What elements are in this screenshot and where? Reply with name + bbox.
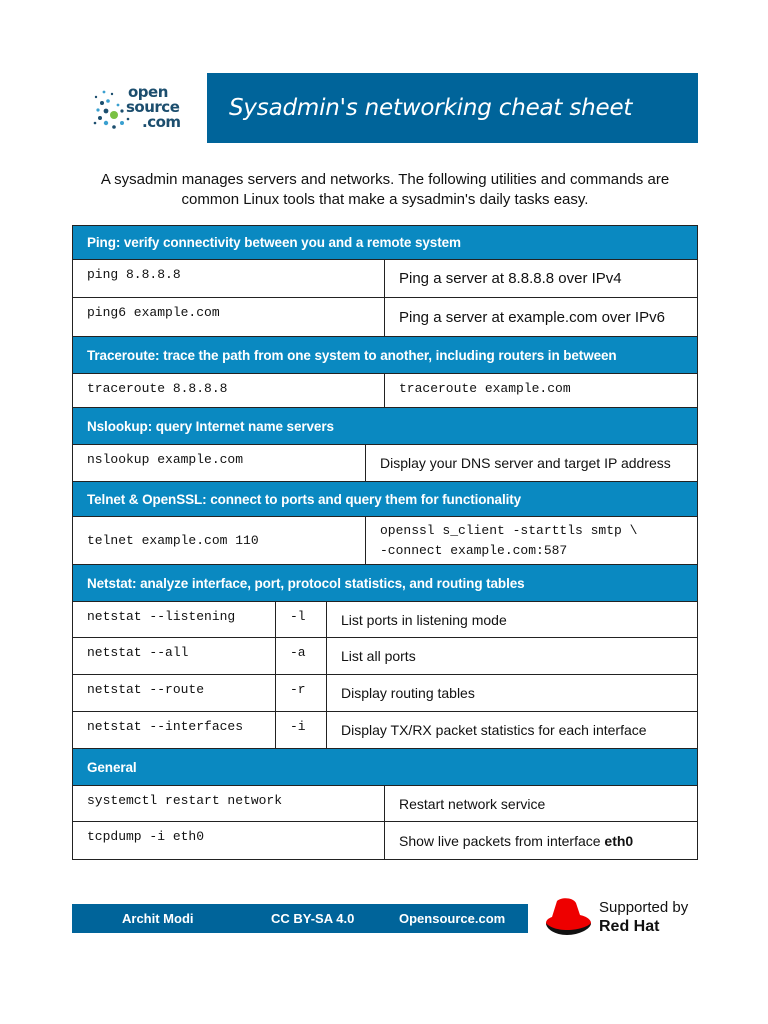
command-cell: nslookup example.com	[73, 445, 366, 481]
opensource-logo-text: open source .com	[126, 83, 181, 131]
flag-cell: -r	[276, 675, 327, 711]
command-cell: systemctl restart network	[73, 786, 385, 821]
intro-text	[72, 170, 698, 210]
table-row	[72, 444, 698, 482]
section-header-traceroute: Traceroute: trace the path from one system to another, including routers in between	[72, 337, 698, 373]
license: CC BY-SA 4.0	[271, 911, 355, 926]
flag-cell: -i	[276, 712, 327, 748]
intro-line-1: A sysadmin manages servers and networks. The following utilities and commands are	[100, 171, 670, 188]
description-cell: Display your DNS server and target IP address	[380, 455, 671, 471]
description-cell: List ports in listening mode	[341, 611, 507, 628]
table-row	[72, 822, 698, 860]
table-row	[72, 712, 698, 749]
command-cell: traceroute example.com	[399, 381, 571, 396]
description-cell: Ping a server at 8.8.8.8 over IPv4	[399, 270, 622, 287]
description-cell: Display TX/RX packet statistics for each interface	[341, 722, 647, 738]
redhat-hat-icon	[543, 895, 595, 937]
command-cell: netstat --interfaces	[73, 712, 276, 748]
flag-cell: -a	[276, 638, 327, 674]
table-row	[72, 298, 698, 337]
command-cell: traceroute 8.8.8.8	[73, 374, 385, 407]
author: Archit Modi	[122, 911, 194, 926]
table-row	[72, 601, 698, 638]
command-cell: netstat --all	[73, 638, 276, 674]
openssl-line-1: openssl s_client -starttls smtp \	[380, 522, 638, 538]
flag-cell: -l	[276, 602, 327, 637]
title-bar	[207, 73, 698, 143]
description-cell: Restart network service	[399, 795, 546, 812]
command-cell: telnet example.com 110	[73, 517, 366, 564]
section-header-netstat: Netstat: analyze interface, port, protocol statistics, and routing tables	[72, 565, 698, 601]
redhat-logo	[599, 898, 688, 936]
section-header-nslookup: Nslookup: query Internet name servers	[72, 408, 698, 444]
command-cell: netstat --route	[73, 675, 276, 711]
description-cell	[385, 822, 697, 859]
description-text: Show live packets from interface	[399, 832, 605, 849]
section-header-telnet: Telnet & OpenSSL: connect to ports and query them for functionality	[72, 482, 698, 516]
command-cell: tcpdump -i eth0	[73, 822, 385, 859]
section-header-general: General	[72, 749, 698, 785]
command-cell: netstat --listening	[73, 602, 276, 637]
interface-name: eth0	[604, 832, 634, 849]
table-row	[72, 785, 698, 822]
intro-line-2: common Linux tools that make a sysadmin's daily tasks easy.	[181, 191, 589, 208]
page-title: Sysadmin's networking cheat sheet	[229, 95, 633, 121]
description-cell: Display routing tables	[341, 685, 475, 701]
table-row	[72, 516, 698, 565]
section-header-ping: Ping: verify connectivity between you and a remote system	[72, 225, 698, 259]
description-cell: List all ports	[341, 648, 416, 664]
supported-by-text: Supported by	[599, 899, 689, 916]
site-link[interactable]: Opensource.com	[399, 911, 506, 926]
table-row	[72, 259, 698, 298]
command-cell: ping6 example.com	[73, 298, 385, 336]
openssl-line-2: -connect example.com:587	[380, 542, 568, 558]
table-row	[72, 373, 698, 408]
command-cell	[366, 517, 697, 564]
opensource-logo	[72, 73, 207, 143]
redhat-brand-text: Red Hat	[599, 918, 660, 935]
table-row	[72, 675, 698, 712]
header	[72, 73, 698, 143]
command-cell: ping 8.8.8.8	[73, 260, 385, 297]
footer-bar	[72, 904, 528, 933]
description-cell: Ping a server at example.com over IPv6	[399, 308, 665, 326]
table-row	[72, 638, 698, 675]
